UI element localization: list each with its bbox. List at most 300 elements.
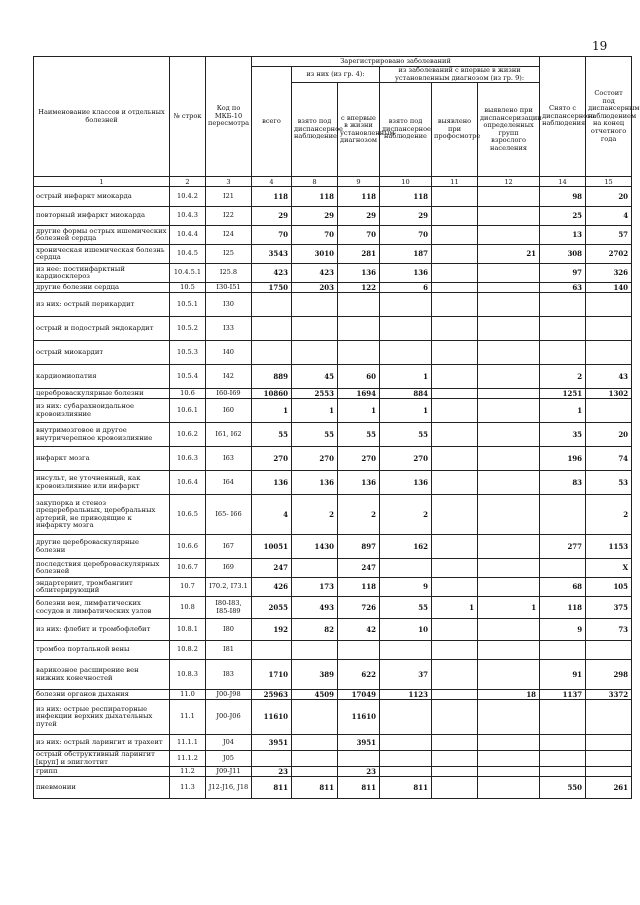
- icd-code: I83: [206, 660, 252, 690]
- value-cell: 136: [338, 471, 380, 495]
- value-cell: [540, 559, 586, 578]
- header-name: Наименование классов и отдельных болезней: [34, 57, 170, 177]
- value-cell: 270: [380, 447, 432, 471]
- header-registered: Зарегистрировано заболеваний: [252, 57, 540, 67]
- value-cell: 136: [338, 264, 380, 283]
- col-num: 11: [432, 177, 478, 187]
- row-name: тромбоз портальной вены: [34, 641, 170, 660]
- value-cell: 173: [292, 578, 338, 597]
- row-number: 10.6.3: [170, 447, 206, 471]
- row-number: 10.8.1: [170, 619, 206, 641]
- row-name: острый миокардит: [34, 341, 170, 365]
- icd-code: I81: [206, 641, 252, 660]
- value-cell: [252, 641, 292, 660]
- row-name: острый обструктивный ларингит [круп] и эпиглоттит: [34, 751, 170, 767]
- value-cell: 4: [586, 207, 632, 226]
- value-cell: 247: [252, 559, 292, 578]
- value-cell: [380, 641, 432, 660]
- value-cell: 3951: [252, 735, 292, 751]
- col-num: 12: [478, 177, 540, 187]
- value-cell: [292, 751, 338, 767]
- value-cell: [586, 317, 632, 341]
- row-number: 10.6.5: [170, 495, 206, 535]
- row-name: варикозное расширение вен нижних конечностей: [34, 660, 170, 690]
- header-of-them: из них (из гр. 4):: [292, 67, 380, 83]
- row-number: 10.6: [170, 389, 206, 399]
- icd-code: I80-I83, I85-I89: [206, 597, 252, 619]
- table-row: [34, 264, 632, 283]
- value-cell: [540, 317, 586, 341]
- value-cell: 11610: [338, 700, 380, 735]
- value-cell: [478, 283, 540, 293]
- value-cell: 1: [432, 597, 478, 619]
- value-cell: 11610: [252, 700, 292, 735]
- row-name: повторный инфаркт миокарда: [34, 207, 170, 226]
- value-cell: [478, 751, 540, 767]
- row-name: из них: острые респираторные инфекции верхних дыхательных путей: [34, 700, 170, 735]
- value-cell: [432, 660, 478, 690]
- value-cell: 55: [380, 597, 432, 619]
- value-cell: 897: [338, 535, 380, 559]
- value-cell: [432, 207, 478, 226]
- value-cell: 29: [292, 207, 338, 226]
- value-cell: [432, 495, 478, 535]
- row-name: пневмонии: [34, 777, 170, 799]
- value-cell: 55: [252, 423, 292, 447]
- row-number: 10.5.2: [170, 317, 206, 341]
- value-cell: 3372: [586, 690, 632, 700]
- value-cell: 25: [540, 207, 586, 226]
- value-cell: 55: [338, 423, 380, 447]
- header-first-in-life: с впервые в жизни установленным диагнозом: [338, 83, 380, 177]
- icd-code: I63: [206, 447, 252, 471]
- value-cell: 17049: [338, 690, 380, 700]
- value-cell: 1: [380, 365, 432, 389]
- value-cell: [478, 535, 540, 559]
- value-cell: 3951: [338, 735, 380, 751]
- value-cell: 20: [586, 423, 632, 447]
- col-num: 1: [34, 177, 170, 187]
- value-cell: [432, 735, 478, 751]
- value-cell: 3010: [292, 245, 338, 264]
- value-cell: [432, 751, 478, 767]
- value-cell: 98: [540, 187, 586, 207]
- value-cell: [478, 559, 540, 578]
- table-row: [34, 389, 632, 399]
- col-num: 3: [206, 177, 252, 187]
- table-row: [34, 700, 632, 735]
- row-number: 10.6.4: [170, 471, 206, 495]
- value-cell: [432, 578, 478, 597]
- value-cell: [252, 751, 292, 767]
- table-row: [34, 767, 632, 777]
- value-cell: 298: [586, 660, 632, 690]
- table-row: [34, 207, 632, 226]
- icd-code: I33: [206, 317, 252, 341]
- value-cell: 308: [540, 245, 586, 264]
- value-cell: 118: [380, 187, 432, 207]
- value-cell: [338, 751, 380, 767]
- row-name: последствия цереброваскулярных болезней: [34, 559, 170, 578]
- value-cell: 136: [252, 471, 292, 495]
- value-cell: [478, 317, 540, 341]
- value-cell: 91: [540, 660, 586, 690]
- value-cell: 162: [380, 535, 432, 559]
- value-cell: [432, 559, 478, 578]
- table-header: [34, 56, 640, 177]
- value-cell: 270: [292, 447, 338, 471]
- row-name: эндартериит, тромбангиит облитерирующий: [34, 578, 170, 597]
- value-cell: [432, 317, 478, 341]
- value-cell: [478, 293, 540, 317]
- icd-code: I42: [206, 365, 252, 389]
- header-under-observation: Состоит под диспансерным наблюдением на конец отчетного года: [586, 57, 632, 177]
- icd-code: I70.2, I73.1: [206, 578, 252, 597]
- value-cell: 9: [540, 619, 586, 641]
- table-row: [34, 293, 632, 317]
- value-cell: 423: [292, 264, 338, 283]
- value-cell: [380, 293, 432, 317]
- table-row: [34, 226, 632, 245]
- value-cell: 122: [338, 283, 380, 293]
- value-cell: 6: [380, 283, 432, 293]
- value-cell: [478, 735, 540, 751]
- value-cell: [432, 389, 478, 399]
- value-cell: [380, 341, 432, 365]
- value-cell: 622: [338, 660, 380, 690]
- row-number: 10.4.5: [170, 245, 206, 264]
- value-cell: [292, 341, 338, 365]
- row-number: 10.6.6: [170, 535, 206, 559]
- value-cell: 726: [338, 597, 380, 619]
- value-cell: [432, 767, 478, 777]
- row-name: из нее: постинфарктный кардиосклероз: [34, 264, 170, 283]
- row-number: 11.2: [170, 767, 206, 777]
- value-cell: [380, 735, 432, 751]
- value-cell: 2055: [252, 597, 292, 619]
- value-cell: [432, 447, 478, 471]
- value-cell: [478, 207, 540, 226]
- value-cell: [586, 751, 632, 767]
- value-cell: [432, 187, 478, 207]
- value-cell: [432, 293, 478, 317]
- value-cell: [478, 660, 540, 690]
- value-cell: [586, 399, 632, 423]
- value-cell: 118: [338, 187, 380, 207]
- value-cell: [478, 264, 540, 283]
- value-cell: [478, 641, 540, 660]
- value-cell: 426: [252, 578, 292, 597]
- value-cell: 1710: [252, 660, 292, 690]
- value-cell: 196: [540, 447, 586, 471]
- row-number: 10.6.2: [170, 423, 206, 447]
- value-cell: [292, 641, 338, 660]
- page-number: 19: [592, 39, 608, 53]
- row-name: острый инфаркт миокарда: [34, 187, 170, 207]
- value-cell: 97: [540, 264, 586, 283]
- col-num: 4: [252, 177, 292, 187]
- value-cell: 10051: [252, 535, 292, 559]
- row-name: из них: острый перикардит: [34, 293, 170, 317]
- value-cell: 1694: [338, 389, 380, 399]
- value-cell: 21: [478, 245, 540, 264]
- value-cell: [338, 293, 380, 317]
- table-row: [34, 365, 632, 389]
- value-cell: 37: [380, 660, 432, 690]
- value-cell: [478, 423, 540, 447]
- value-cell: [540, 700, 586, 735]
- row-number: 10.4.5.1: [170, 264, 206, 283]
- value-cell: 3543: [252, 245, 292, 264]
- value-cell: [478, 187, 540, 207]
- row-name: хроническая ишемическая болезнь сердца: [34, 245, 170, 264]
- value-cell: 1123: [380, 690, 432, 700]
- value-cell: 1137: [540, 690, 586, 700]
- value-cell: 811: [338, 777, 380, 799]
- value-cell: [478, 767, 540, 777]
- row-name: из них: острый ларингит и трахеит: [34, 735, 170, 751]
- icd-code: I60: [206, 399, 252, 423]
- value-cell: 326: [586, 264, 632, 283]
- row-number: 11.1: [170, 700, 206, 735]
- value-cell: [478, 495, 540, 535]
- value-cell: 1: [380, 399, 432, 423]
- table-row: [34, 245, 632, 264]
- row-name: из них: флебит и тромбофлебит: [34, 619, 170, 641]
- value-cell: 70: [292, 226, 338, 245]
- value-cell: [338, 317, 380, 341]
- value-cell: 35: [540, 423, 586, 447]
- row-number: 10.7: [170, 578, 206, 597]
- value-cell: 42: [338, 619, 380, 641]
- value-cell: 811: [380, 777, 432, 799]
- value-cell: 73: [586, 619, 632, 641]
- value-cell: 118: [540, 597, 586, 619]
- value-cell: 261: [586, 777, 632, 799]
- value-cell: [432, 641, 478, 660]
- row-number: 10.4.3: [170, 207, 206, 226]
- row-number: 10.8.3: [170, 660, 206, 690]
- value-cell: [338, 641, 380, 660]
- value-cell: 389: [292, 660, 338, 690]
- col-num: 14: [540, 177, 586, 187]
- value-cell: [586, 735, 632, 751]
- value-cell: [432, 264, 478, 283]
- row-name: другие болезни сердца: [34, 283, 170, 293]
- header-found-prof: выявлено при профосмотре: [432, 83, 478, 177]
- value-cell: 270: [338, 447, 380, 471]
- value-cell: X: [586, 559, 632, 578]
- value-cell: 247: [338, 559, 380, 578]
- value-cell: 74: [586, 447, 632, 471]
- table-row: [34, 399, 632, 423]
- icd-code: J04: [206, 735, 252, 751]
- value-cell: 18: [478, 690, 540, 700]
- table-row: [34, 751, 632, 767]
- value-cell: [586, 767, 632, 777]
- value-cell: [478, 447, 540, 471]
- row-number: 10.5: [170, 283, 206, 293]
- icd-code: I25: [206, 245, 252, 264]
- value-cell: 1750: [252, 283, 292, 293]
- value-cell: 10860: [252, 389, 292, 399]
- table-row: [34, 283, 632, 293]
- header-first-time: из заболеваний с впервые в жизни установленным диагнозом (из гр. 9):: [380, 67, 540, 83]
- value-cell: 811: [252, 777, 292, 799]
- value-cell: [292, 559, 338, 578]
- row-number: 10.5.1: [170, 293, 206, 317]
- row-number: 10.5.3: [170, 341, 206, 365]
- value-cell: [432, 690, 478, 700]
- table-row: [34, 660, 632, 690]
- value-cell: 23: [252, 767, 292, 777]
- header-removed: Снято с диспансерного наблюдения: [540, 57, 586, 177]
- value-cell: 281: [338, 245, 380, 264]
- value-cell: [432, 535, 478, 559]
- value-cell: 68: [540, 578, 586, 597]
- table-row: [34, 777, 632, 799]
- value-cell: 23: [338, 767, 380, 777]
- value-cell: [380, 751, 432, 767]
- row-number: 10.8: [170, 597, 206, 619]
- value-cell: 2702: [586, 245, 632, 264]
- icd-code: J00-J98: [206, 690, 252, 700]
- value-cell: 277: [540, 535, 586, 559]
- value-cell: 63: [540, 283, 586, 293]
- icd-code: I69: [206, 559, 252, 578]
- row-name: другие формы острых ишемических болезней сердца: [34, 226, 170, 245]
- row-number: 11.1.1: [170, 735, 206, 751]
- icd-code: I21: [206, 187, 252, 207]
- row-name: инсульт, не уточненный, как кровоизлияние или инфаркт: [34, 471, 170, 495]
- value-cell: [252, 317, 292, 341]
- value-cell: 270: [252, 447, 292, 471]
- col-num: 15: [586, 177, 632, 187]
- row-number: 11.1.2: [170, 751, 206, 767]
- row-number: 10.5.4: [170, 365, 206, 389]
- header-icd: Код по МКБ-10 пересмотра: [206, 57, 252, 177]
- value-cell: 55: [380, 423, 432, 447]
- value-cell: [540, 293, 586, 317]
- icd-code: I30-I51: [206, 283, 252, 293]
- value-cell: [586, 641, 632, 660]
- value-cell: 4509: [292, 690, 338, 700]
- value-cell: 118: [252, 187, 292, 207]
- icd-code: I61, I62: [206, 423, 252, 447]
- table-body: [34, 177, 632, 799]
- value-cell: [586, 293, 632, 317]
- value-cell: [432, 700, 478, 735]
- value-cell: [292, 735, 338, 751]
- icd-code: I24: [206, 226, 252, 245]
- value-cell: 45: [292, 365, 338, 389]
- value-cell: [478, 365, 540, 389]
- row-name: болезни органов дыхания: [34, 690, 170, 700]
- value-cell: 1302: [586, 389, 632, 399]
- value-cell: [292, 767, 338, 777]
- value-cell: 70: [338, 226, 380, 245]
- value-cell: [478, 341, 540, 365]
- table-row: [34, 341, 632, 365]
- value-cell: [432, 423, 478, 447]
- row-name: острый и подострый эндокардит: [34, 317, 170, 341]
- table-row: [34, 597, 632, 619]
- value-cell: [586, 700, 632, 735]
- value-cell: [338, 341, 380, 365]
- table-row: [34, 423, 632, 447]
- value-cell: [380, 700, 432, 735]
- value-cell: 1251: [540, 389, 586, 399]
- row-name: из них: субарахноидальное кровоизлияние: [34, 399, 170, 423]
- value-cell: [432, 283, 478, 293]
- row-number: 10.4.2: [170, 187, 206, 207]
- header-taken-dispensary-2: взято под диспансерное наблюдение: [380, 83, 432, 177]
- value-cell: 118: [338, 578, 380, 597]
- col-num: 8: [292, 177, 338, 187]
- value-cell: [478, 399, 540, 423]
- header-taken-dispensary: взято под диспансерное наблюдение: [292, 83, 338, 177]
- row-name: болезни вен, лимфатических сосудов и лимфатических узлов: [34, 597, 170, 619]
- value-cell: 82: [292, 619, 338, 641]
- value-cell: 884: [380, 389, 432, 399]
- value-cell: [478, 777, 540, 799]
- value-cell: [252, 293, 292, 317]
- value-cell: 2: [586, 495, 632, 535]
- value-cell: 25963: [252, 690, 292, 700]
- table-row: [34, 447, 632, 471]
- header-found-groups: выявлено при диспансеризации определенных групп взрослого населения: [478, 83, 540, 177]
- value-cell: 29: [252, 207, 292, 226]
- value-cell: 2: [540, 365, 586, 389]
- value-cell: 203: [292, 283, 338, 293]
- icd-code: J12-J16, J18: [206, 777, 252, 799]
- icd-code: J09-J11: [206, 767, 252, 777]
- value-cell: [432, 399, 478, 423]
- value-cell: 1153: [586, 535, 632, 559]
- icd-code: J00-J06: [206, 700, 252, 735]
- value-cell: 53: [586, 471, 632, 495]
- value-cell: [586, 341, 632, 365]
- value-cell: [432, 245, 478, 264]
- col-num: 10: [380, 177, 432, 187]
- value-cell: 493: [292, 597, 338, 619]
- value-cell: 29: [380, 207, 432, 226]
- icd-code: I60-I69: [206, 389, 252, 399]
- value-cell: 1430: [292, 535, 338, 559]
- value-cell: 4: [252, 495, 292, 535]
- value-cell: [478, 578, 540, 597]
- col-num: 9: [338, 177, 380, 187]
- value-cell: [540, 495, 586, 535]
- value-cell: 13: [540, 226, 586, 245]
- value-cell: [380, 559, 432, 578]
- icd-code: J05: [206, 751, 252, 767]
- value-cell: [478, 619, 540, 641]
- value-cell: 136: [380, 471, 432, 495]
- value-cell: 136: [380, 264, 432, 283]
- row-number: 10.6.7: [170, 559, 206, 578]
- value-cell: 550: [540, 777, 586, 799]
- icd-code: I40: [206, 341, 252, 365]
- table-row: [34, 619, 632, 641]
- icd-code: I22: [206, 207, 252, 226]
- value-cell: 118: [292, 187, 338, 207]
- table-row: [34, 559, 632, 578]
- row-name: кардиомиопатия: [34, 365, 170, 389]
- icd-code: I25.8: [206, 264, 252, 283]
- icd-code: I67: [206, 535, 252, 559]
- header-total: всего: [252, 67, 292, 177]
